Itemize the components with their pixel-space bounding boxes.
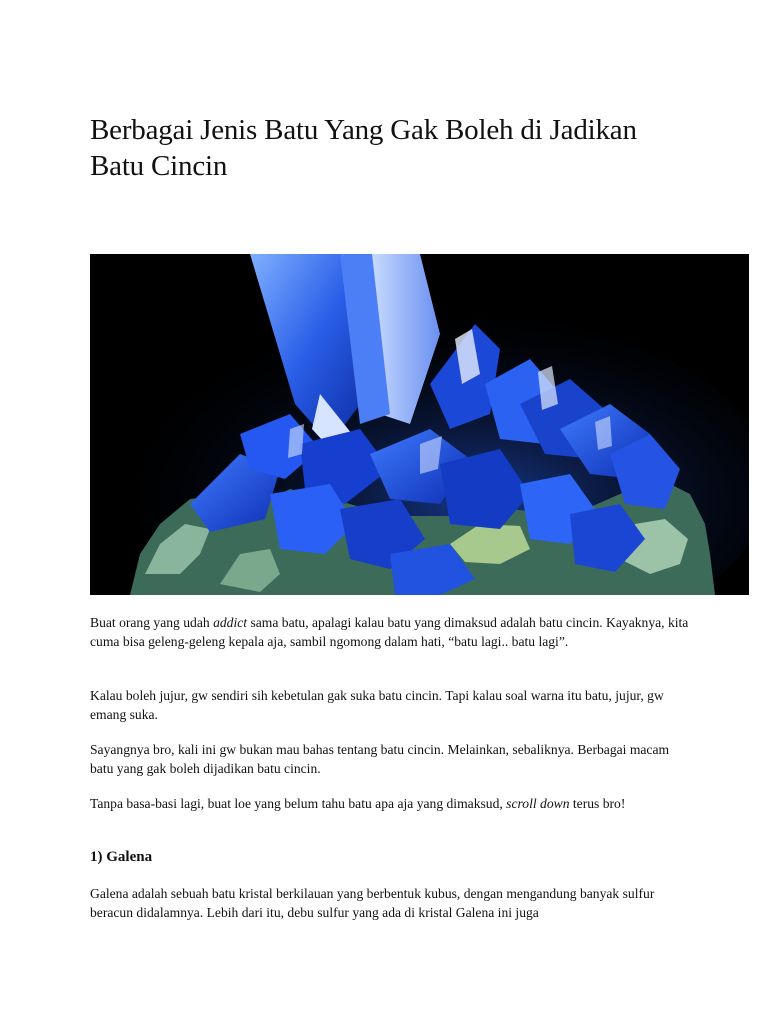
document-page bbox=[90, 0, 690, 1024]
emphasis-addict: addict bbox=[213, 615, 248, 630]
section-heading-galena: 1) Galena bbox=[90, 849, 153, 865]
paragraph-4: Tanpa basa-basi lagi, buat loe yang belum tahu batu apa aja yang dimaksud, scroll down terus bro! bbox=[90, 796, 626, 811]
emphasis-scroll-down: scroll down bbox=[506, 796, 570, 811]
paragraph-3: Sayangnya bro, kali ini gw bukan mau bahas tentang batu cincin. Melainkan, sebaliknya. Berbagai macam batu yang gak boleh dijadikan batu cincin. bbox=[90, 742, 670, 776]
intro-paragraph: Buat orang yang udah addict sama batu, apalagi kalau batu yang dimaksud adalah batu cincin. Kayaknya, kita cuma bisa geleng-geleng kepala aja, sambil ngomong dalam hati, “batu lagi.. batu lagi”. bbox=[90, 615, 689, 649]
galena-paragraph: Galena adalah sebuah batu kristal berkilauan yang berbentuk kubus, dengan mengandung banyak sulfur beracun didalamnya. Lebih dari itu, debu sulfur yang ada di kristal Galena ini juga bbox=[90, 886, 655, 920]
article-title: Berbagai Jenis Batu Yang Gak Boleh di Jadikan Batu Cincin bbox=[90, 114, 637, 182]
crystal-photo bbox=[90, 254, 749, 595]
paragraph-2: Kalau boleh jujur, gw sendiri sih kebetulan gak suka batu cincin. Tapi kalau soal warna itu batu, jujur, gw emang suka. bbox=[90, 688, 664, 722]
